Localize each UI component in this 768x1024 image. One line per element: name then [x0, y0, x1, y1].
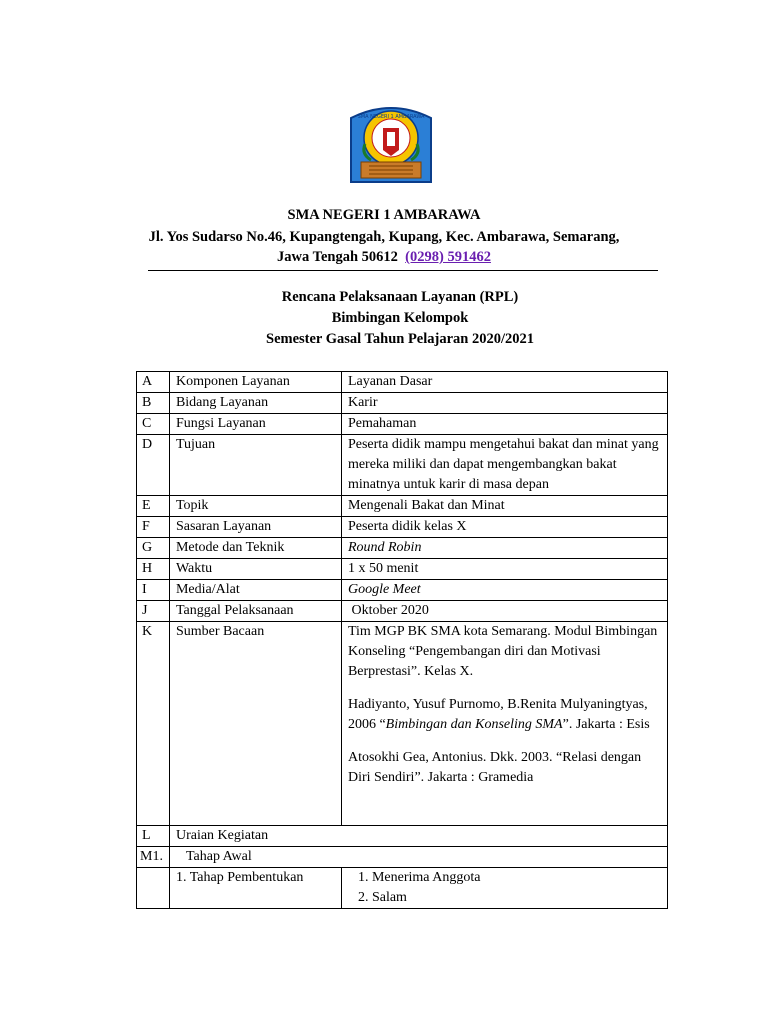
table-row: [137, 622, 668, 826]
row-value: Pemahaman: [341, 414, 667, 435]
row-label: Media/Alat: [169, 580, 341, 601]
address-line1: Jl. Yos Sudarso No.46, Kupangtengah, Kupang, Kec. Ambarawa, Semarang,: [148, 229, 620, 245]
doc-title-3: Semester Gasal Tahun Pelajaran 2020/2021: [266, 331, 534, 347]
row-value: Round Robin: [341, 538, 667, 559]
postal-address: Jawa Tengah 50612: [277, 249, 398, 265]
table-row: [137, 826, 668, 847]
row-value: Mengenali Bakat dan Minat: [341, 496, 667, 517]
row-value: Peserta didik kelas X: [341, 517, 667, 538]
row-code: K: [137, 622, 170, 826]
phone-link[interactable]: (0298) 591462: [405, 249, 491, 265]
row-label: Tanggal Pelaksanaan: [169, 601, 341, 622]
row-label: Metode dan Teknik: [169, 538, 341, 559]
row-value: Google Meet: [341, 580, 667, 601]
school-name: SMA NEGERI 1 AMBARAWA: [287, 207, 481, 223]
table-row: [137, 393, 668, 414]
row-code: H: [137, 559, 170, 580]
row-value: Layanan Dasar: [341, 372, 667, 393]
row-code: L: [137, 826, 170, 847]
reference-1: Tim MGP BK SMA kota Semarang. Modul Bimbingan Konseling “Pengembangan diri dan Motivasi Berprestasi”. Kelas X.: [347, 624, 658, 679]
header-divider: [148, 270, 658, 271]
row-code: B: [137, 393, 170, 414]
table-row: [137, 435, 668, 496]
row-label: Uraian Kegiatan: [169, 826, 667, 847]
logo-text: SMA NEGERI 1 AMBARAWA: [357, 114, 425, 120]
table-row: [137, 559, 668, 580]
row-label: 1. Tahap Pembentukan: [169, 868, 341, 909]
address-line2: [0, 249, 768, 266]
table-row: [137, 601, 668, 622]
table-row: [137, 868, 668, 909]
row-code: E: [137, 496, 170, 517]
row-label: Bidang Layanan: [169, 393, 341, 414]
row-label: Waktu: [169, 559, 341, 580]
row-code: F: [137, 517, 170, 538]
table-row: [137, 538, 668, 559]
row-label: Sumber Bacaan: [169, 622, 341, 826]
table-row: [137, 414, 668, 435]
reference-2: Hadiyanto, Yusuf Purnomo, B.Renita Mulyaningtyas, 2006 “Bimbingan dan Konseling SMA”. Jakarta : Esis: [347, 697, 650, 732]
list-item: 2. Salam: [357, 890, 407, 905]
row-value: Peserta didik mampu mengetahui bakat dan minat yang mereka miliki dan dapat mengembangkan bakat minatnya untuk karir di masa depan: [341, 435, 667, 496]
row-label: Fungsi Layanan: [169, 414, 341, 435]
row-value: Oktober 2020: [341, 601, 667, 622]
list-item: 1. Menerima Anggota: [357, 870, 481, 885]
sumber-bacaan: [341, 622, 667, 826]
reference-3: Atosokhi Gea, Antonius. Dkk. 2003. “Relasi dengan Diri Sendiri”. Jakarta : Gramedia: [347, 750, 642, 785]
table-row: [137, 847, 668, 868]
row-code: C: [137, 414, 170, 435]
table-row: [137, 517, 668, 538]
table-row: [137, 496, 668, 517]
rpl-table: [136, 371, 668, 909]
doc-title-2: Bimbingan Kelompok: [331, 310, 469, 326]
pembentukan-list: [348, 868, 661, 908]
table-row: [137, 580, 668, 601]
doc-title-1: Rencana Pelaksanaan Layanan (RPL): [281, 289, 519, 305]
reference-2-title: Bimbingan dan Konseling SMA: [385, 717, 563, 732]
row-label: Topik: [169, 496, 341, 517]
school-logo: [347, 104, 435, 184]
row-code: A: [137, 372, 170, 393]
row-value: 1 x 50 menit: [341, 559, 667, 580]
row-value: [341, 868, 667, 909]
row-label: Komponen Layanan: [169, 372, 341, 393]
row-label: Tahap Awal: [169, 847, 667, 868]
row-code: J: [137, 601, 170, 622]
row-code: I: [137, 580, 170, 601]
row-code: G: [137, 538, 170, 559]
table-row: [137, 372, 668, 393]
row-value: Karir: [341, 393, 667, 414]
row-label: Tujuan: [169, 435, 341, 496]
row-code: D: [137, 435, 170, 496]
row-code: M1.: [137, 847, 170, 868]
row-label: Sasaran Layanan: [169, 517, 341, 538]
